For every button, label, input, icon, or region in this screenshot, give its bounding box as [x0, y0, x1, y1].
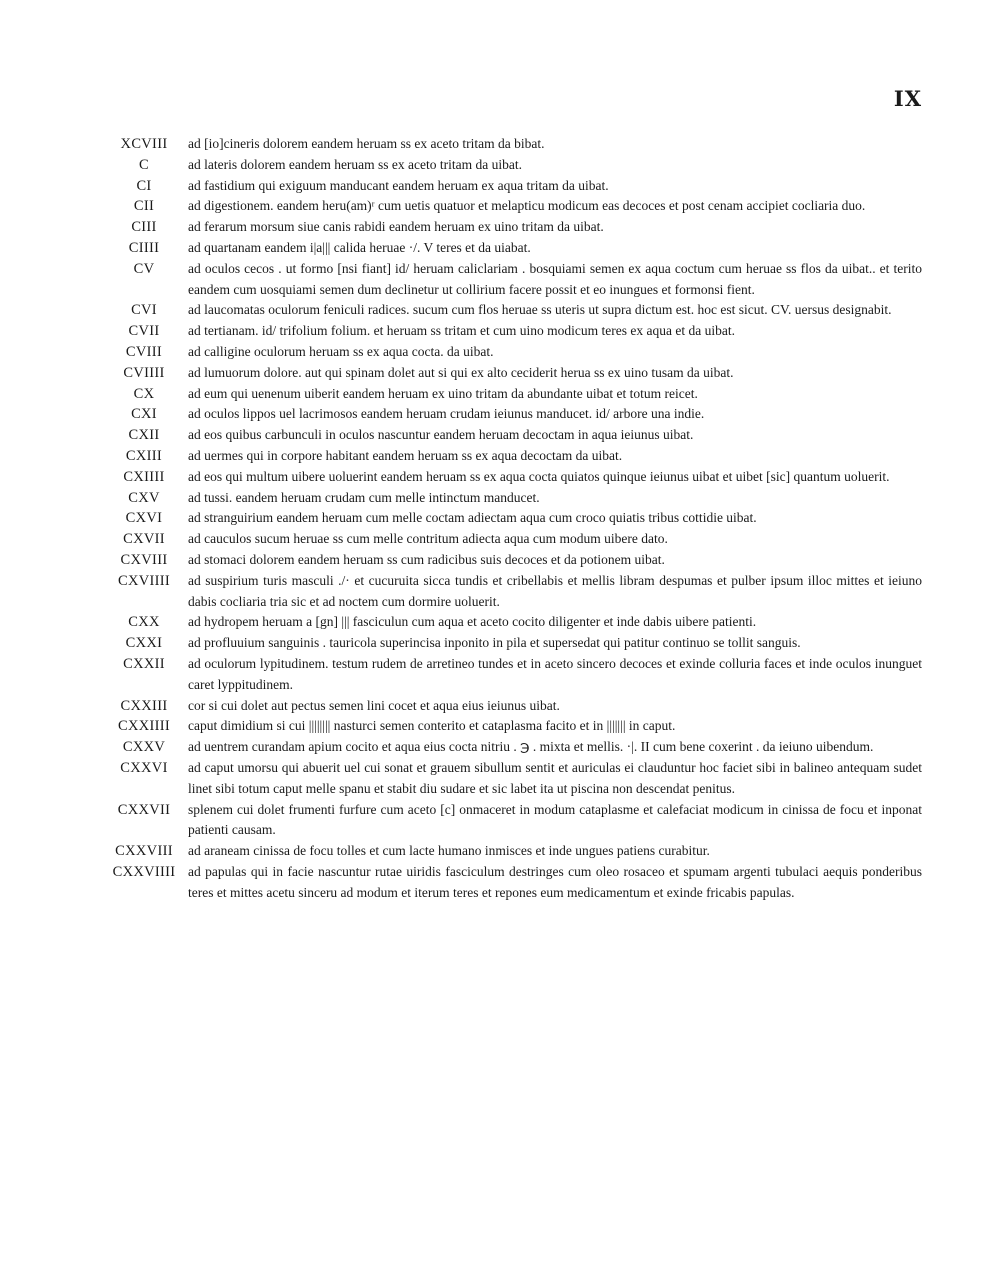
entry-text: ad quartanam eandem i|a||| calida heruae ·/. V teres et da uiabat. — [188, 239, 531, 255]
recipe-entry — [100, 550, 922, 571]
entry-text: ad oculorum lypitudinem. testum rudem de arretineo tundes et in aceto sincero decoces et exinde colluria faces et inde oculos inunguet caret lyppitudinem. — [188, 655, 922, 692]
entry-text: ad lumuorum dolore. aut qui spinam dolet aut si qui ex alto ceciderit herua ss ex uino tusam da uibat. — [188, 364, 734, 380]
entry-numeral: CVI — [131, 302, 157, 319]
entry-text: ad laucomatas oculorum feniculi radices. sucum cum flos heruae ss uteris ut supra dictum est. hoc est sicut. CV. uersus designabit. — [188, 302, 892, 318]
entry-numeral: C — [139, 156, 149, 173]
entry-text: ad [io]cineris dolorem eandem heruam ss ex aceto tritam da bibat. — [188, 136, 545, 151]
recipe-entry — [100, 238, 922, 259]
recipe-entry — [100, 696, 922, 717]
entry-text: ad araneam cinissa de focu tolles et cum lacte humano inmisces et inde ungues patiens curabitur. — [188, 843, 710, 859]
entry-text: ad eum qui uenenum uiberit eandem heruam ex uino tritam da abundante uibat et totum reicet. — [188, 385, 698, 401]
entry-numeral: CXIII — [125, 447, 163, 464]
recipe-entry — [100, 446, 922, 467]
recipe-entry — [100, 176, 922, 197]
recipe-list — [100, 134, 922, 903]
entry-text: ad uentrem curandam apium cocito et aqua eius cocta nitriu . ℈ . mixta et mellis. ·|. II cum bene coxerint . da ieiuno uibendum. — [188, 739, 874, 755]
entry-numeral: CXXI — [125, 635, 163, 652]
entry-text: ad eos quibus carbunculi in oculos nascuntur eandem heruam decoctam in aqua ieiunus uibat. — [188, 427, 694, 443]
recipe-entry — [100, 217, 922, 238]
entry-text: ad profluuium sanguinis . tauricola superincisa inponito in pila et supersedat qui patitur continuo se tollit sanguis. — [188, 635, 801, 651]
entry-text: ad oculos cecos . ut formo [nsi fiant] id/ heruam caliclariam . bosquiami semen ex aqua coctum cum heruae ss flos da uibat.. et terito eandem cum uosquiami semen dum declinetur ut collirium facere possit et eo inungues et formonsi fient. — [188, 260, 922, 297]
recipe-entry — [100, 467, 922, 488]
recipe-entry — [100, 716, 922, 737]
entry-text: ad papulas qui in facie nascuntur rutae uiridis fasciculum destringes cum oleo rosaceo et spumam argenti tubulaci aequis ponderibus teres et mittes acetu sinceru ad modum et iterum teres et repones eum medicamentum et exinde fricabis papulas. — [188, 863, 922, 900]
entry-numeral: CX — [133, 385, 155, 402]
entry-numeral: CXIIII — [123, 468, 165, 485]
entry-numeral: CI — [136, 177, 152, 194]
page-number: IX — [893, 86, 922, 111]
entry-text: splenem cui dolet frumenti furfure cum aceto [c] onmaceret in modum cataplasme et calefaciat modicum in cinissa de focu et inponat patienti causam. — [188, 801, 922, 838]
entry-numeral: CXXVII — [117, 801, 171, 818]
entry-text: ad tussi. eandem heruam crudam cum melle intinctum manducet. — [188, 489, 540, 505]
entry-text: ad fastidium qui exiguum manducant eandem heruam ex aqua tritam da uibat. — [188, 177, 609, 193]
entry-numeral: CXI — [131, 406, 157, 423]
entry-text: ad stomaci dolorem eandem heruam ss cum radicibus suis decoces et da potionem uibat. — [188, 551, 665, 567]
entry-numeral: CXVIII — [120, 551, 168, 568]
recipe-entry — [100, 800, 922, 842]
entry-text: ad uermes qui in corpore habitant eandem heruam ss ex aqua decoctam da uibat. — [188, 447, 623, 463]
entry-text: caput dimidium si cui |||||||| nasturci semen conterito et cataplasma facito et in ||||||| in caput. — [188, 718, 676, 734]
entry-numeral: CXX — [128, 614, 160, 631]
entry-numeral: CXVII — [123, 531, 165, 548]
entry-text: ad tertianam. id/ trifolium folium. et heruam ss tritam et cum uino modicum teres ex aqua et da uibat. — [188, 323, 735, 339]
entry-numeral: CXXVI — [120, 759, 168, 776]
entry-text: ad cauculos sucum heruae ss cum melle contritum adiecta aqua cum modum uibere dato. — [188, 531, 668, 547]
entry-numeral: CXXIIII — [117, 718, 171, 735]
recipe-entry — [100, 155, 922, 176]
entry-text: ad eos qui multum uibere uoluerint eandem heruam ss ex aqua cocta quiatos quinque ieiunus uibat et uibet [sic] quantum uoluerit. — [188, 468, 890, 484]
entry-numeral: CXVIIII — [117, 572, 171, 589]
entry-numeral: CXXIII — [120, 697, 168, 714]
recipe-entry — [100, 529, 922, 550]
entry-numeral: CXVI — [125, 510, 163, 527]
recipe-entry — [100, 654, 922, 696]
recipe-entry — [100, 862, 922, 904]
entry-numeral: CV — [133, 260, 155, 277]
entry-numeral: CVIII — [125, 343, 163, 360]
entry-text: ad caput umorsu qui abuerit uel cui sonat et grauem sibullum sentit et auriculas ei clauduntur hoc faciet sibi in balineo antequam sudet linet sibi totum caput melle spanu et stabit diu sudare et sic labet ita ut piscina non descendat penitus. — [188, 759, 922, 796]
recipe-entry — [100, 342, 922, 363]
recipe-entry — [100, 737, 922, 758]
recipe-entry — [100, 571, 922, 613]
recipe-entry — [100, 134, 922, 155]
entry-numeral: CXXII — [123, 655, 165, 672]
recipe-entry — [100, 384, 922, 405]
recipe-entry — [100, 321, 922, 342]
entry-text: ad calligine oculorum heruam ss ex aqua cocta. da uibat. — [188, 343, 494, 359]
entry-numeral: CXII — [128, 427, 160, 444]
recipe-entry — [100, 508, 922, 529]
entry-numeral: CXV — [128, 489, 160, 506]
entry-text: ad ferarum morsum siue canis rabidi eandem heruam ex uino tritam da uibat. — [188, 219, 604, 235]
entry-text: ad lateris dolorem eandem heruam ss ex aceto tritam da uibat. — [188, 156, 522, 172]
recipe-entry — [100, 404, 922, 425]
recipe-entry — [100, 196, 922, 217]
entry-text: ad hydropem heruam a [gn] ||| fasciculun cum aqua et aceto cocito diligenter et inde dabis uibere patienti. — [188, 614, 757, 630]
entry-numeral: XCVIII — [120, 136, 168, 152]
recipe-entry — [100, 300, 922, 321]
entry-numeral: CII — [133, 198, 155, 215]
entry-numeral: CIIII — [128, 239, 160, 256]
recipe-entry — [100, 363, 922, 384]
recipe-entry — [100, 488, 922, 509]
recipe-entry — [100, 612, 922, 633]
entry-text: ad oculos lippos uel lacrimosos eandem heruam crudam ieiunus manducet. id/ arbore una indie. — [188, 406, 705, 422]
entry-numeral: CXXVIIII — [112, 863, 176, 880]
recipe-entry — [100, 425, 922, 446]
entry-text: cor si cui dolet aut pectus semen lini cocet et aqua eius ieiunus uibat. — [188, 697, 560, 713]
entry-text: ad suspirium turis masculi ./· et cucuruita sicca tundis et cribellabis et mellis libram despumas et pulber ipsum illoc mittes et ieiuno dabis cocliaria tria sic et ad noctem cum dormire uoluerit. — [188, 572, 922, 609]
entry-numeral: CIII — [131, 219, 157, 236]
recipe-entry — [100, 758, 922, 800]
entry-numeral: CVII — [128, 323, 160, 340]
recipe-entry — [100, 633, 922, 654]
entry-numeral: CXXV — [122, 739, 166, 756]
recipe-entry — [100, 841, 922, 862]
entry-text: ad digestionem. eandem heru(am)ʳ cum uetis quatuor et melapticu modicum eas decoces et post cenam accipiet cocliaria duo. — [188, 198, 866, 214]
entry-numeral: CVIIII — [123, 364, 165, 381]
recipe-entry — [100, 259, 922, 301]
entry-text: ad stranguirium eandem heruam cum melle coctam adiectam aqua cum croco quiatis tribus cottidie uibat. — [188, 510, 757, 526]
entry-numeral: CXXVIII — [115, 843, 173, 860]
